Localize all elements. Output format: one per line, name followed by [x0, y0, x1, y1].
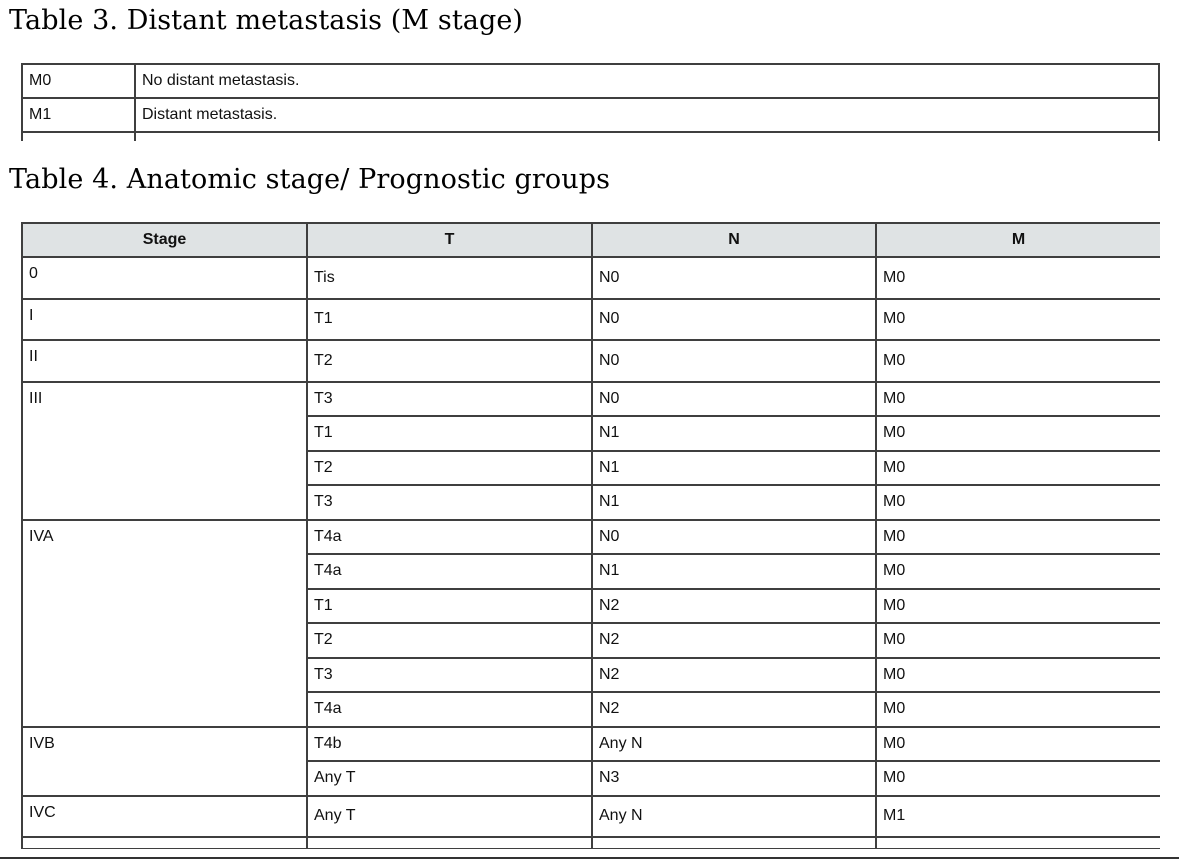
n-cell: N0 — [592, 299, 876, 341]
t-cell: Tis — [307, 257, 592, 299]
t-cell: T4b — [307, 727, 592, 762]
m-cell: M0 — [876, 761, 1160, 796]
n-cell: Any N — [592, 796, 876, 838]
empty-cell — [592, 837, 876, 849]
header-m: M — [876, 223, 1160, 257]
empty-cell — [135, 132, 1159, 141]
n-cell: N1 — [592, 451, 876, 486]
m-cell: M0 — [876, 520, 1160, 555]
stage-cell: III — [22, 382, 307, 520]
empty-cell — [307, 837, 592, 849]
t-cell: T2 — [307, 451, 592, 486]
t-cell: T1 — [307, 299, 592, 341]
table-row — [22, 727, 1160, 762]
table-row — [22, 340, 1160, 382]
t-cell: T4a — [307, 692, 592, 727]
page-bottom-rule — [0, 857, 1179, 859]
t-cell: Any T — [307, 796, 592, 838]
header-t: T — [307, 223, 592, 257]
stage-cell: II — [22, 340, 307, 382]
m-cell: M1 — [876, 796, 1160, 838]
m-code-cell: M0 — [22, 64, 135, 98]
stage-cell: IVA — [22, 520, 307, 727]
table-row — [22, 98, 1159, 132]
stage-cell: 0 — [22, 257, 307, 299]
t-cell: Any T — [307, 761, 592, 796]
m-cell: M0 — [876, 554, 1160, 589]
n-cell: N2 — [592, 623, 876, 658]
m-cell: M0 — [876, 485, 1160, 520]
m-cell: M0 — [876, 589, 1160, 624]
n-cell: N0 — [592, 340, 876, 382]
header-stage: Stage — [22, 223, 307, 257]
n-cell: N3 — [592, 761, 876, 796]
table-row — [22, 299, 1160, 341]
m-description-cell: No distant metastasis. — [135, 64, 1159, 98]
t-cell: T4a — [307, 520, 592, 555]
t-cell: T2 — [307, 623, 592, 658]
t-cell: T3 — [307, 382, 592, 417]
m-code-cell: M1 — [22, 98, 135, 132]
table4-container — [21, 222, 1160, 849]
t-cell: T1 — [307, 416, 592, 451]
metastasis-table — [21, 63, 1160, 141]
m-cell: M0 — [876, 623, 1160, 658]
header-n: N — [592, 223, 876, 257]
t-cell: T1 — [307, 589, 592, 624]
table-row — [22, 796, 1160, 838]
n-cell: N2 — [592, 589, 876, 624]
n-cell: N2 — [592, 692, 876, 727]
table-row-continuation — [22, 132, 1159, 141]
table-row — [22, 382, 1160, 417]
t-cell: T4a — [307, 554, 592, 589]
m-cell: M0 — [876, 451, 1160, 486]
m-cell: M0 — [876, 416, 1160, 451]
stage-cell: IVC — [22, 796, 307, 838]
table-row-continuation — [22, 837, 1160, 849]
m-cell: M0 — [876, 257, 1160, 299]
stage-cell: IVB — [22, 727, 307, 796]
n-cell: N0 — [592, 520, 876, 555]
table-row — [22, 64, 1159, 98]
t-cell: T3 — [307, 485, 592, 520]
n-cell: N1 — [592, 416, 876, 451]
table4-caption: Table 4. Anatomic stage/ Prognostic groups — [9, 164, 611, 195]
table-row — [22, 520, 1160, 555]
n-cell: N0 — [592, 382, 876, 417]
header-row — [22, 223, 1160, 257]
n-cell: Any N — [592, 727, 876, 762]
stage-groups-table — [21, 222, 1160, 849]
empty-cell — [876, 837, 1160, 849]
m-cell: M0 — [876, 382, 1160, 417]
t-cell: T2 — [307, 340, 592, 382]
n-cell: N1 — [592, 554, 876, 589]
m-cell: M0 — [876, 727, 1160, 762]
t-cell: T3 — [307, 658, 592, 693]
table3-caption: Table 3. Distant metastasis (M stage) — [9, 5, 524, 36]
table3-container — [21, 63, 1160, 141]
empty-cell — [22, 132, 135, 141]
n-cell: N0 — [592, 257, 876, 299]
n-cell: N1 — [592, 485, 876, 520]
m-description-cell: Distant metastasis. — [135, 98, 1159, 132]
empty-cell — [22, 837, 307, 849]
table-row — [22, 257, 1160, 299]
m-cell: M0 — [876, 658, 1160, 693]
n-cell: N2 — [592, 658, 876, 693]
m-cell: M0 — [876, 340, 1160, 382]
m-cell: M0 — [876, 299, 1160, 341]
m-cell: M0 — [876, 692, 1160, 727]
stage-cell: I — [22, 299, 307, 341]
